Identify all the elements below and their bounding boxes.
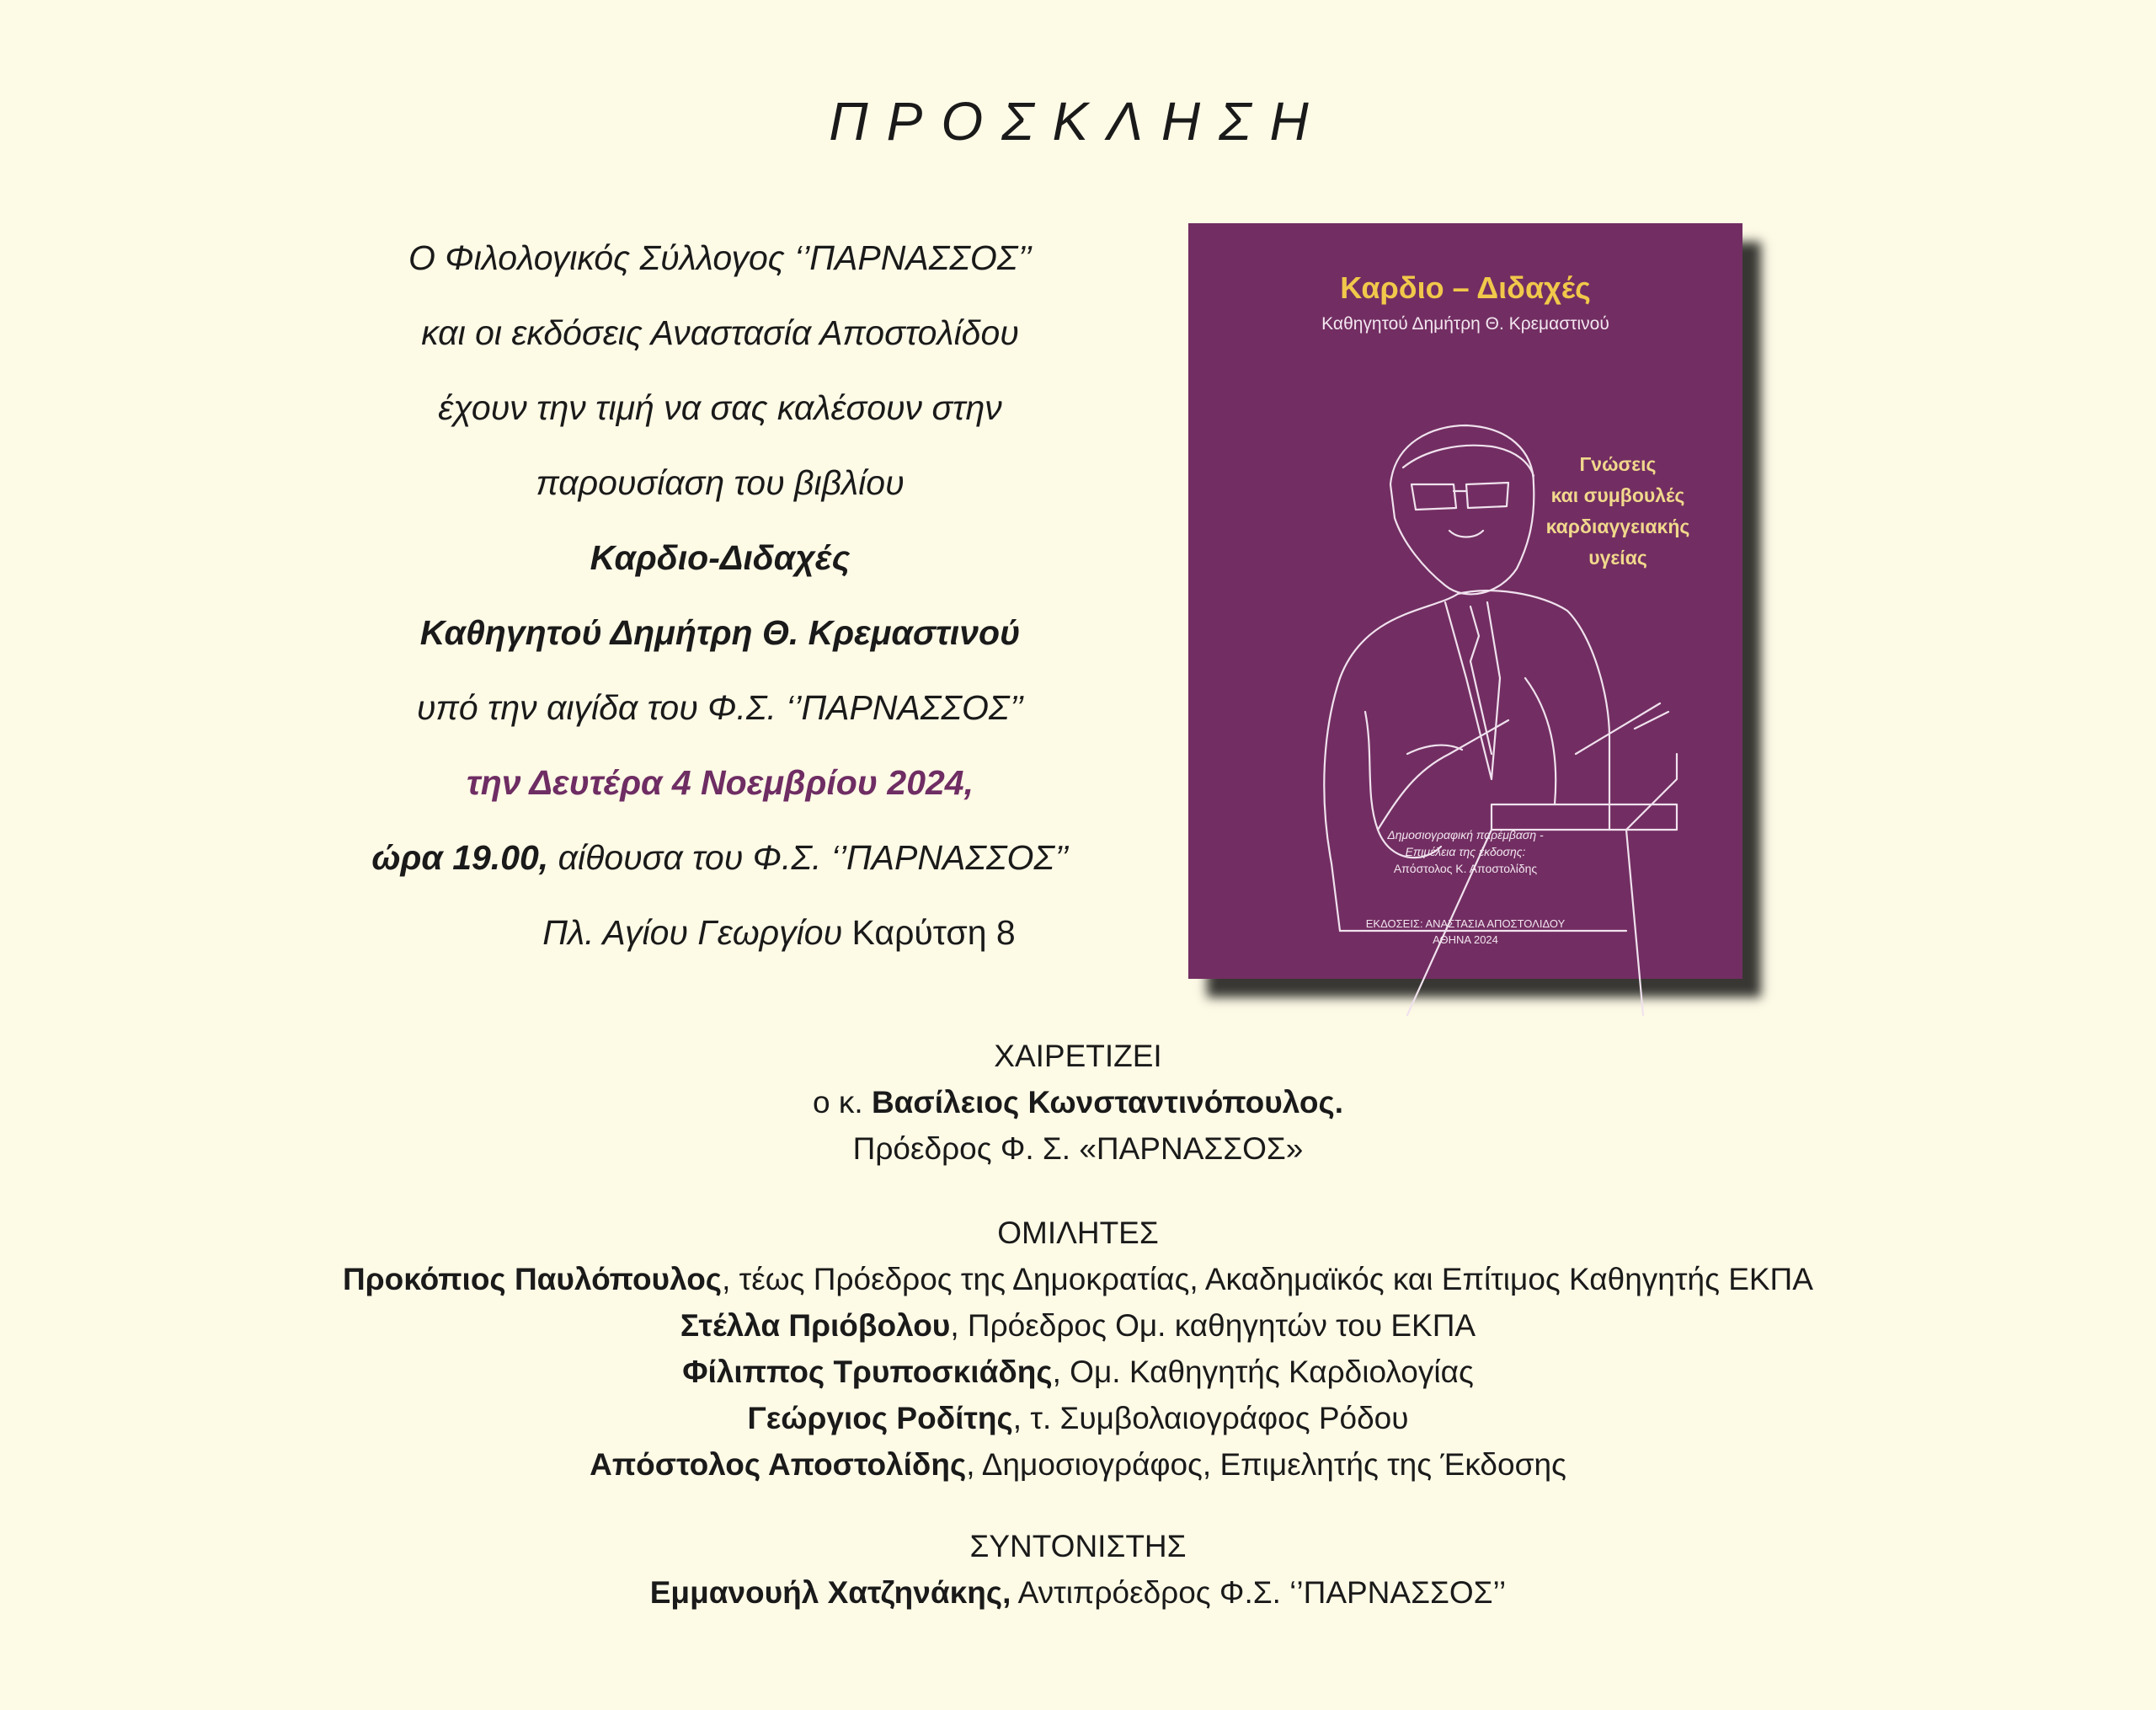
speaker-item: [0, 1349, 2156, 1395]
speaker-item: [0, 1395, 2156, 1441]
speaker-role: , τέως Πρόεδρος της Δημοκρατίας, Ακαδημαϊκός και Επίτιμος Καθηγητής ΕΚΠΑ: [722, 1262, 1813, 1296]
book-cover: [1188, 223, 1742, 979]
speaker-role: , τ. Συμβολαιογράφος Ρόδου: [1012, 1401, 1409, 1435]
speaker-name: Προκόπιος Παυλόπουλος: [343, 1262, 723, 1296]
cover-subtitle-line: καρδιαγγειακής: [1545, 516, 1690, 537]
event-date: την Δευτέρα 4 Νοεμβρίου 2024,: [466, 763, 974, 802]
coordinator-item: [0, 1569, 2156, 1616]
invite-line-1: Ο Φιλολογικός Σύλλογος ‘’ΠΑΡΝΑΣΣΟΣ’’: [408, 238, 1033, 277]
greeting-role: Πρόεδρος Φ. Σ. «ΠΑΡΝΑΣΣΟΣ»: [852, 1131, 1304, 1166]
speaker-name: Απόστολος Αποστολίδης: [590, 1447, 967, 1482]
speaker-name: Γεώργιος Ροδίτης: [747, 1401, 1013, 1435]
book-title-text: Καρδιο-Διδαχές: [590, 538, 851, 577]
spacer: [0, 1488, 2156, 1523]
event-time-venue: [236, 820, 1204, 895]
invite-line-4: παρουσίαση του βιβλίου: [536, 463, 905, 502]
cover-credit: [1188, 826, 1742, 877]
speaker-name: Στέλλα Πριόβολου: [680, 1308, 951, 1343]
coordinator-heading: ΣΥΝΤΟΝΙΣΤΗΣ: [969, 1529, 1187, 1563]
address-street: Καρύτση 8: [842, 913, 1016, 952]
address-square: Πλ. Αγίου Γεωργίου: [542, 913, 843, 952]
invite-line-3: έχουν την τιμή να σας καλέσουν στην: [438, 388, 1002, 427]
greeting-speaker: [0, 1079, 2156, 1125]
speaker-name: Φίλιππος Τρυποσκιάδης: [682, 1355, 1053, 1389]
cover-publisher-line: ΕΚΔΟΣΕΙΣ: ΑΝΑΣΤΑΣΙΑ ΑΠΟΣΤΟΛΙΔΟΥ: [1365, 917, 1566, 930]
speaker-role: , Ομ. Καθηγητής Καρδιολογίας: [1052, 1355, 1474, 1389]
event-time: ώρα 19.00,: [371, 838, 549, 877]
invite-line-2: και οι εκδόσεις Αναστασία Αποστολίδου: [421, 313, 1019, 352]
greeting-prefix: ο κ.: [813, 1085, 872, 1120]
invitation-title: ΠΡΟΣΚΛΗΣΗ: [829, 91, 1327, 152]
coordinator-role: Αντιπρόεδρος Φ.Σ. ‘’ΠΑΡΝΑΣΣΟΣ’’: [1011, 1575, 1507, 1610]
speaker-role: , Δημοσιογράφος, Επιμελητής της Έκδοσης: [966, 1447, 1566, 1482]
cover-subtitle-line: Γνώσεις: [1579, 453, 1657, 475]
cover-subtitle-line: και συμβουλές: [1550, 484, 1685, 506]
greeting-name: Βασίλειος Κωνσταντινόπουλος.: [871, 1085, 1343, 1120]
speaker-item: [0, 1302, 2156, 1349]
aegis-line: υπό την αιγίδα του Φ.Σ. ‘’ΠΑΡΝΑΣΣΟΣ’’: [416, 688, 1024, 727]
event-address: [236, 895, 1204, 970]
cover-publisher-line: ΑΘΗΝΑ 2024: [1433, 933, 1498, 946]
speaker-item: [0, 1441, 2156, 1488]
cover-subtitle: [1517, 449, 1719, 574]
cover-credit-line: Δημοσιογραφική παρέμβαση -: [1387, 828, 1544, 842]
cover-credit-line: Επιμέλεια της έκδοσης:: [1405, 845, 1526, 858]
coordinator-name: Εμμανουήλ Χατζηνάκης,: [649, 1575, 1011, 1610]
cover-title: Καρδιο – Διδαχές: [1340, 270, 1591, 305]
cover-author: Καθηγητού Δημήτρη Θ. Κρεμαστινού: [1321, 314, 1609, 334]
speaker-item: [0, 1256, 2156, 1302]
spacer: [0, 1172, 2156, 1210]
event-venue: αίθουσα του Φ.Σ. ‘’ΠΑΡΝΑΣΣΟΣ’’: [548, 838, 1069, 877]
cover-subtitle-line: υγείας: [1588, 547, 1647, 569]
greeting-heading: ΧΑΙΡΕΤΙΖΕΙ: [994, 1039, 1162, 1073]
cover-credit-line: Απόστολος Κ. Αποστολίδης: [1393, 862, 1538, 875]
program-section: [0, 1033, 2156, 1616]
book-author-text: Καθηγητού Δημήτρη Θ. Κρεμαστινού: [419, 613, 1021, 652]
cover-publisher: [1188, 916, 1742, 948]
invitation-text: [236, 221, 1204, 970]
speaker-role: , Πρόεδρος Ομ. καθηγητών του ΕΚΠΑ: [950, 1308, 1476, 1343]
speakers-heading: ΟΜΙΛΗΤΕΣ: [997, 1216, 1159, 1250]
